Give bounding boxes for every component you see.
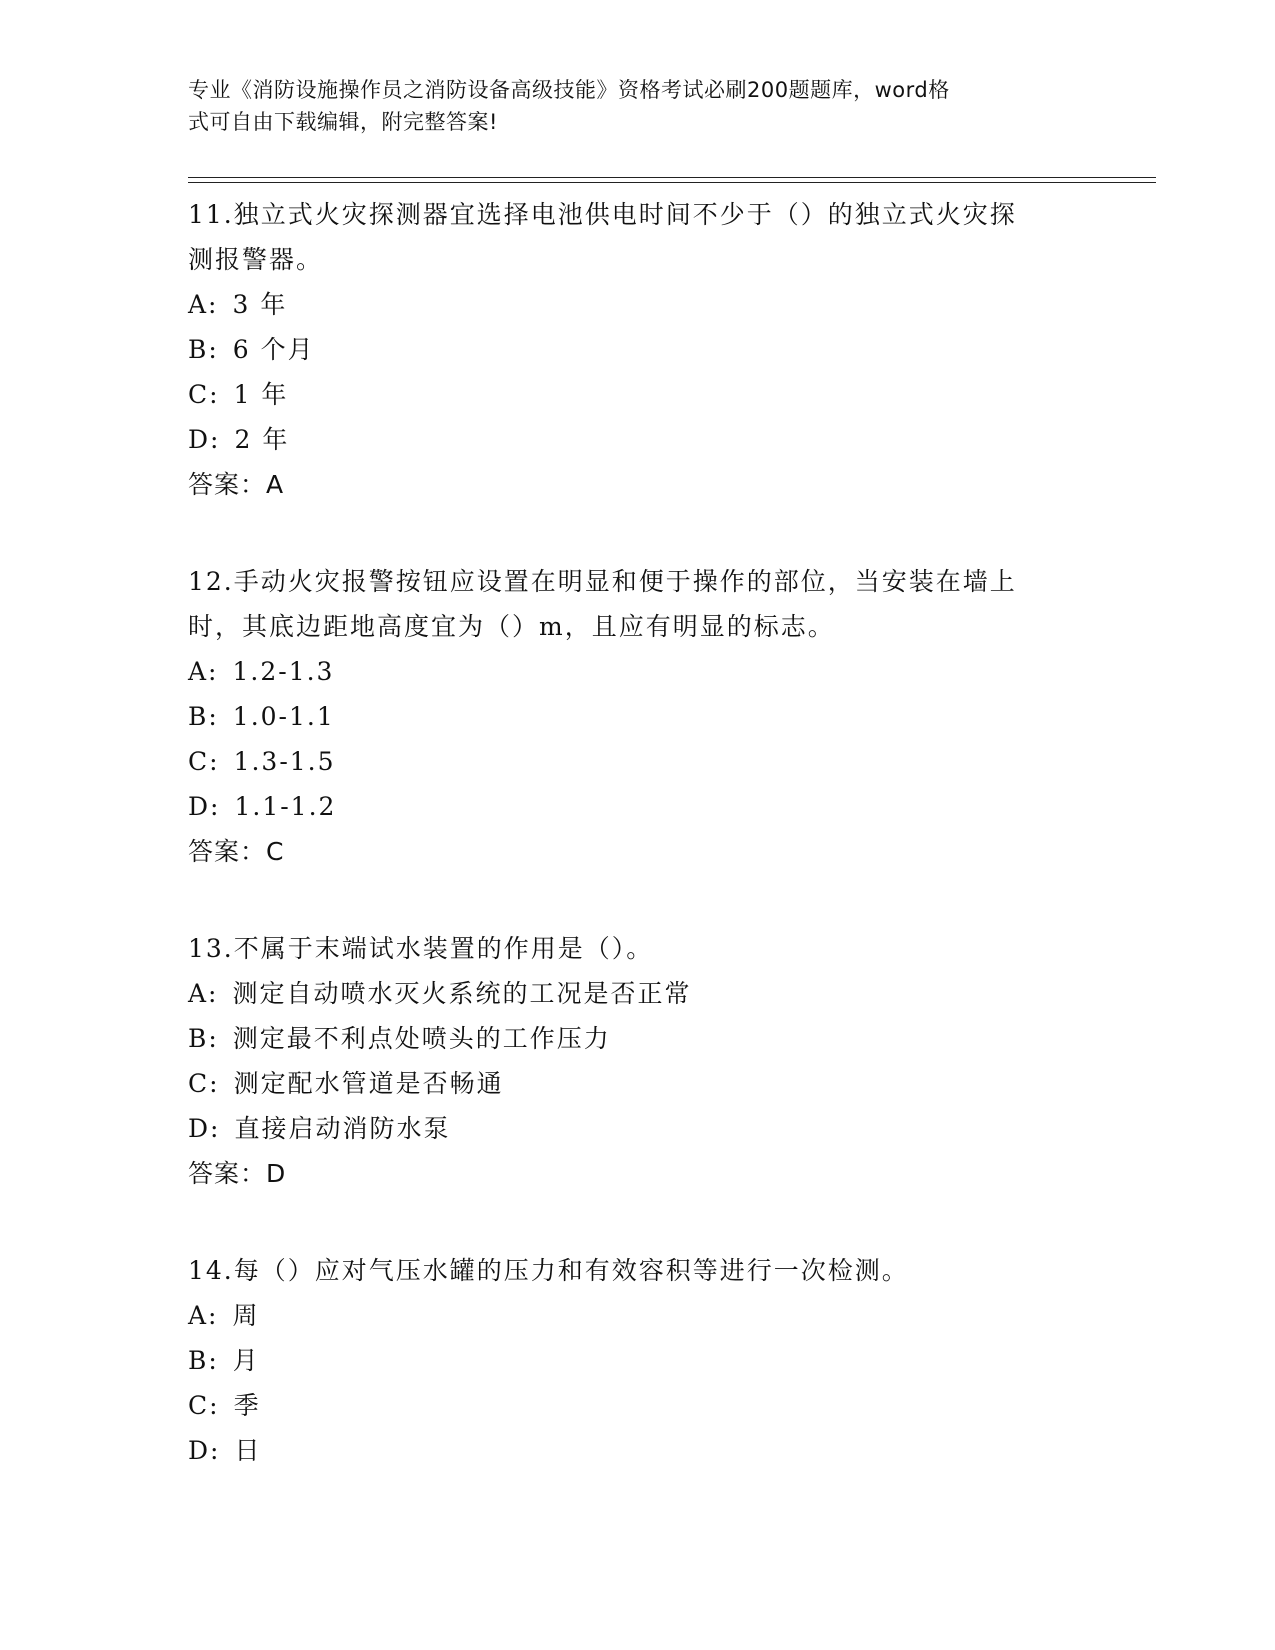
option-b bbox=[188, 1016, 1088, 1061]
option-text: 1.2-1.3 bbox=[232, 657, 335, 686]
option-text: 日 bbox=[234, 1436, 262, 1465]
question-stem-line: 12.手动火灾报警按钮应设置在明显和便于操作的部位，当安装在墙上 bbox=[188, 567, 1017, 596]
option-label: B: bbox=[188, 1024, 219, 1053]
option-a bbox=[188, 649, 1088, 694]
option-a bbox=[188, 971, 1088, 1016]
option-text: 测定配水管道是否畅通 bbox=[233, 1069, 504, 1098]
option-label: A: bbox=[188, 290, 219, 319]
question-14 bbox=[188, 1248, 1088, 1473]
option-label: C: bbox=[188, 1391, 220, 1420]
question-stem-line: 测报警器。 bbox=[188, 245, 324, 274]
option-a bbox=[188, 1293, 1088, 1338]
option-label: D: bbox=[188, 792, 221, 821]
question-13 bbox=[188, 926, 1088, 1196]
option-label: A: bbox=[188, 657, 219, 686]
option-c bbox=[188, 739, 1088, 784]
option-d bbox=[188, 1428, 1088, 1473]
option-b bbox=[188, 327, 1088, 372]
header-divider-top bbox=[188, 177, 1156, 178]
option-label: D: bbox=[188, 1114, 221, 1143]
option-text: 季 bbox=[233, 1391, 261, 1420]
option-label: C: bbox=[188, 380, 220, 409]
answer-line: 答案：D bbox=[188, 1159, 287, 1188]
question-12 bbox=[188, 559, 1088, 874]
option-label: D: bbox=[188, 1436, 221, 1465]
option-label: B: bbox=[188, 335, 219, 364]
document-header bbox=[188, 74, 1068, 138]
option-text: 1.0-1.1 bbox=[232, 702, 335, 731]
answer-line: 答案：A bbox=[188, 470, 285, 499]
option-label: A: bbox=[188, 979, 219, 1008]
option-c bbox=[188, 1383, 1088, 1428]
question-stem-line: 11.独立式火灾探测器宜选择电池供电时间不少于（）的独立式火灾探 bbox=[188, 200, 1017, 229]
question-stem-line: 时，其底边距地高度宜为（）m，且应有明显的标志。 bbox=[188, 612, 835, 641]
option-text: 1 年 bbox=[233, 380, 289, 409]
answer-line: 答案：C bbox=[188, 837, 285, 866]
option-d bbox=[188, 784, 1088, 829]
question-11 bbox=[188, 192, 1088, 507]
option-label: D: bbox=[188, 425, 221, 454]
question-stem bbox=[188, 192, 1088, 282]
option-b bbox=[188, 1338, 1088, 1383]
option-b bbox=[188, 694, 1088, 739]
option-d bbox=[188, 417, 1088, 462]
option-a bbox=[188, 282, 1088, 327]
option-label: A: bbox=[188, 1301, 219, 1330]
question-stem bbox=[188, 926, 1088, 971]
question-list bbox=[188, 192, 1088, 1525]
option-label: B: bbox=[188, 1346, 219, 1375]
question-stem bbox=[188, 559, 1088, 649]
option-c bbox=[188, 372, 1088, 417]
question-stem-line: 13.不属于末端试水装置的作用是（）。 bbox=[188, 934, 654, 963]
option-label: B: bbox=[188, 702, 219, 731]
header-divider-bottom bbox=[188, 182, 1156, 183]
option-text: 周 bbox=[232, 1301, 260, 1330]
option-c bbox=[188, 1061, 1088, 1106]
option-text: 1.3-1.5 bbox=[233, 747, 336, 776]
option-text: 3 年 bbox=[232, 290, 288, 319]
option-text: 直接启动消防水泵 bbox=[234, 1114, 451, 1143]
option-label: C: bbox=[188, 747, 220, 776]
option-label: C: bbox=[188, 1069, 220, 1098]
question-stem bbox=[188, 1248, 1088, 1293]
header-line-2: 式可自由下载编辑，附完整答案! bbox=[188, 110, 498, 134]
option-text: 6 个月 bbox=[232, 335, 315, 364]
option-text: 1.1-1.2 bbox=[234, 792, 337, 821]
question-stem-line: 14.每（）应对气压水罐的压力和有效容积等进行一次检测。 bbox=[188, 1256, 909, 1285]
option-text: 月 bbox=[232, 1346, 260, 1375]
option-text: 2 年 bbox=[234, 425, 290, 454]
option-d bbox=[188, 1106, 1088, 1151]
header-line-1: 专业《消防设施操作员之消防设备高级技能》资格考试必刷200题题库，word格 bbox=[188, 78, 950, 102]
option-text: 测定最不利点处喷头的工作压力 bbox=[232, 1024, 611, 1053]
option-text: 测定自动喷水灭火系统的工况是否正常 bbox=[232, 979, 692, 1008]
